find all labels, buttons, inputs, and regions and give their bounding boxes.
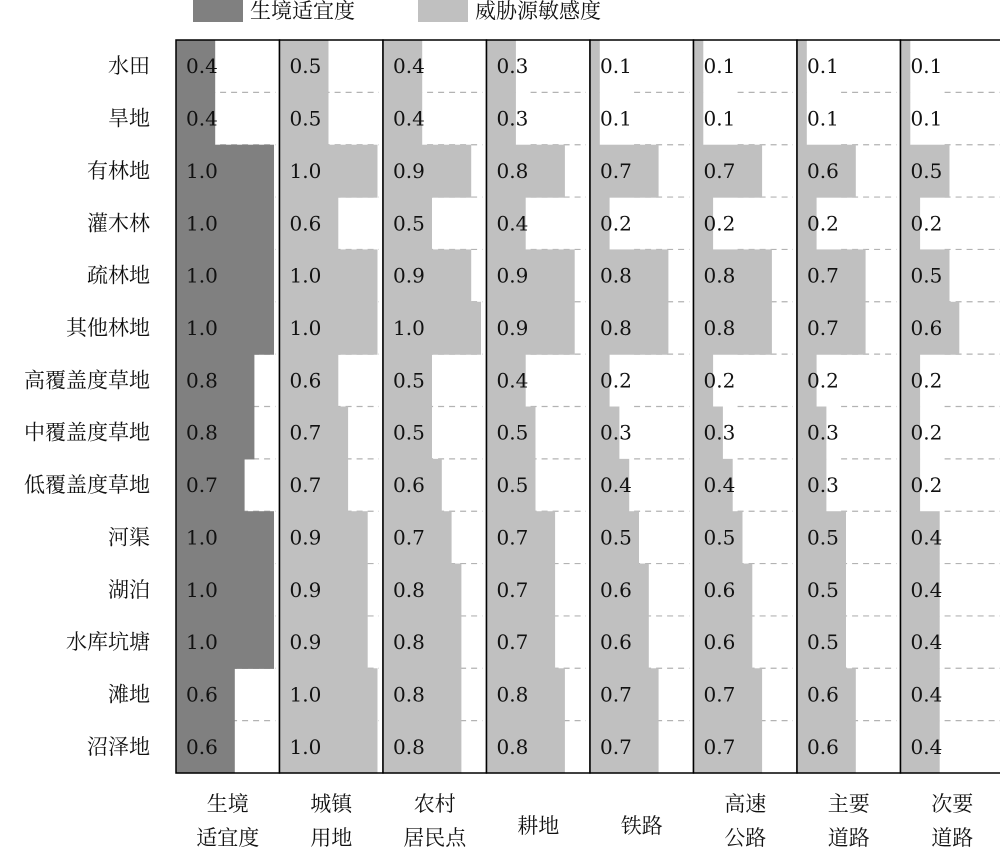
data-label: 1.0 [289,734,322,759]
data-label: 0.4 [393,106,425,131]
category-label: 其他林地 [66,315,150,340]
data-label: 0.7 [289,473,322,498]
data-label: 0.7 [393,525,425,550]
data-label: 0.2 [600,211,632,236]
data-label: 0.9 [496,263,529,288]
data-label: 0.9 [289,630,322,655]
data-label: 0.2 [910,473,943,498]
column-label: 适宜度 [196,826,260,850]
column-label: 农村 [413,792,456,816]
data-label: 0.7 [703,682,736,707]
category-label: 滩地 [108,682,150,707]
data-label: 0.8 [186,420,218,445]
data-label: 0.8 [496,158,529,183]
bar [901,40,911,93]
data-label: 0.7 [600,682,632,707]
legend [193,0,601,23]
legend-swatch [193,0,243,22]
data-label: 0.7 [807,315,839,340]
data-label: 0.7 [186,473,218,498]
data-label: 0.5 [807,577,839,602]
bar [901,92,911,145]
data-label: 0.8 [186,368,218,393]
bar [797,92,807,145]
legend-label: 生境适宜度 [250,0,355,23]
data-label: 0.9 [496,315,529,340]
data-label: 0.4 [910,630,943,655]
column-label: 生境 [206,792,249,816]
data-label: 0.6 [910,315,943,340]
data-label: 0.7 [496,525,529,550]
data-label: 1.0 [289,682,322,707]
data-label: 0.4 [600,473,632,498]
data-label: 0.6 [600,630,632,655]
column-labels [196,792,973,850]
data-label: 0.6 [600,577,632,602]
column-label: 高速 [724,792,767,816]
data-label: 0.7 [600,734,632,759]
data-label: 0.4 [703,473,736,498]
data-label: 0.3 [496,106,529,131]
category-label: 旱地 [108,106,150,131]
data-label: 0.1 [910,106,943,131]
data-label: 0.3 [703,420,736,445]
category-label: 中覆盖度草地 [24,420,150,445]
data-label: 0.5 [496,420,529,445]
data-label: 1.0 [186,525,218,550]
data-label: 0.7 [703,158,736,183]
column-label: 道路 [827,826,870,850]
data-label: 0.8 [496,734,529,759]
column-label: 次要 [931,792,974,816]
data-label: 1.0 [186,630,218,655]
data-label: 0.4 [910,682,943,707]
data-label: 0.1 [807,106,839,131]
data-label: 0.2 [910,211,943,236]
data-label: 1.0 [186,315,218,340]
data-label: 0.8 [703,263,736,288]
data-label: 0.5 [289,106,322,131]
chart-panels [176,40,1000,774]
data-label: 0.8 [393,682,425,707]
category-label: 有林地 [87,158,150,183]
data-label: 0.6 [289,368,322,393]
data-label: 0.3 [600,420,632,445]
data-label: 0.1 [910,54,943,79]
data-label: 0.1 [703,106,736,131]
data-label: 0.5 [289,54,322,79]
data-label: 0.6 [807,158,839,183]
category-label: 水田 [108,54,150,79]
column-label: 主要 [827,792,870,816]
data-label: 0.7 [496,630,529,655]
category-label: 水库坑塘 [66,630,150,655]
data-label: 0.4 [186,106,218,131]
data-label: 0.7 [807,263,839,288]
data-label: 0.8 [496,682,529,707]
data-label: 0.6 [186,682,218,707]
data-label: 0.5 [910,263,943,288]
row-labels [24,54,150,759]
data-label: 0.5 [496,473,529,498]
bar [797,40,807,93]
data-label: 0.8 [393,630,425,655]
data-label: 1.0 [289,158,322,183]
column-label: 道路 [931,826,974,850]
data-label: 0.4 [496,368,529,393]
data-label: 0.2 [910,420,943,445]
bar [590,92,600,145]
data-label: 0.3 [807,473,839,498]
column-label: 耕地 [517,814,560,838]
data-label: 0.5 [393,211,425,236]
column-label: 用地 [310,826,353,850]
data-label: 0.5 [393,420,425,445]
data-label: 0.6 [186,734,218,759]
data-label: 0.8 [600,263,632,288]
data-label: 1.0 [186,577,218,602]
data-label: 0.2 [807,368,839,393]
data-label: 0.6 [289,211,322,236]
data-label: 1.0 [186,211,218,236]
category-label: 灌木林 [87,211,150,236]
data-label: 0.9 [393,158,425,183]
data-label: 0.5 [600,525,632,550]
data-label: 1.0 [289,263,322,288]
data-label: 0.4 [496,211,529,236]
category-label: 湖泊 [108,577,150,602]
data-label: 0.4 [393,54,425,79]
data-label: 0.6 [703,577,736,602]
column-label: 城镇 [310,792,353,816]
data-label: 0.6 [807,682,839,707]
legend-label: 威胁源敏感度 [475,0,601,23]
category-label: 疏林地 [87,263,150,288]
legend-swatch [418,0,468,22]
data-label: 0.4 [910,577,943,602]
data-label: 0.8 [600,315,632,340]
data-label: 0.2 [600,368,632,393]
category-label: 低覆盖度草地 [24,473,150,498]
data-label: 0.2 [910,368,943,393]
data-label: 1.0 [186,263,218,288]
data-label: 0.7 [289,420,322,445]
data-label: 0.7 [496,577,529,602]
data-label: 0.4 [186,54,218,79]
data-label: 0.8 [703,315,736,340]
data-label: 0.2 [807,211,839,236]
data-label: 0.5 [393,368,425,393]
data-label: 0.2 [703,211,736,236]
data-label: 0.1 [807,54,839,79]
data-label: 0.4 [910,734,943,759]
data-label: 1.0 [186,158,218,183]
data-label: 1.0 [393,315,425,340]
data-label: 0.9 [289,525,322,550]
data-label: 0.6 [807,734,839,759]
data-label: 0.7 [600,158,632,183]
category-label: 沼泽地 [87,734,150,759]
data-label: 0.8 [393,577,425,602]
bar [694,40,704,93]
column-label: 铁路 [620,814,663,838]
data-label: 0.1 [703,54,736,79]
data-label: 0.6 [393,473,425,498]
bar [590,40,600,93]
data-label: 0.3 [496,54,529,79]
data-label: 1.0 [289,315,322,340]
data-label: 0.5 [910,158,943,183]
column-label: 公路 [724,826,767,850]
data-label: 0.8 [393,734,425,759]
category-label: 高覆盖度草地 [24,368,150,393]
data-label: 0.7 [703,734,736,759]
data-label: 0.3 [807,420,839,445]
data-label: 0.5 [807,630,839,655]
data-label: 0.5 [807,525,839,550]
column-label: 居民点 [403,826,467,850]
data-label: 0.5 [703,525,736,550]
bar [694,92,704,145]
data-label: 0.4 [910,525,943,550]
category-label: 河渠 [108,525,150,550]
data-label: 0.1 [600,54,632,79]
data-label: 0.9 [289,577,322,602]
data-label: 0.1 [600,106,632,131]
data-label: 0.9 [393,263,425,288]
data-label: 0.2 [703,368,736,393]
data-label: 0.6 [703,630,736,655]
